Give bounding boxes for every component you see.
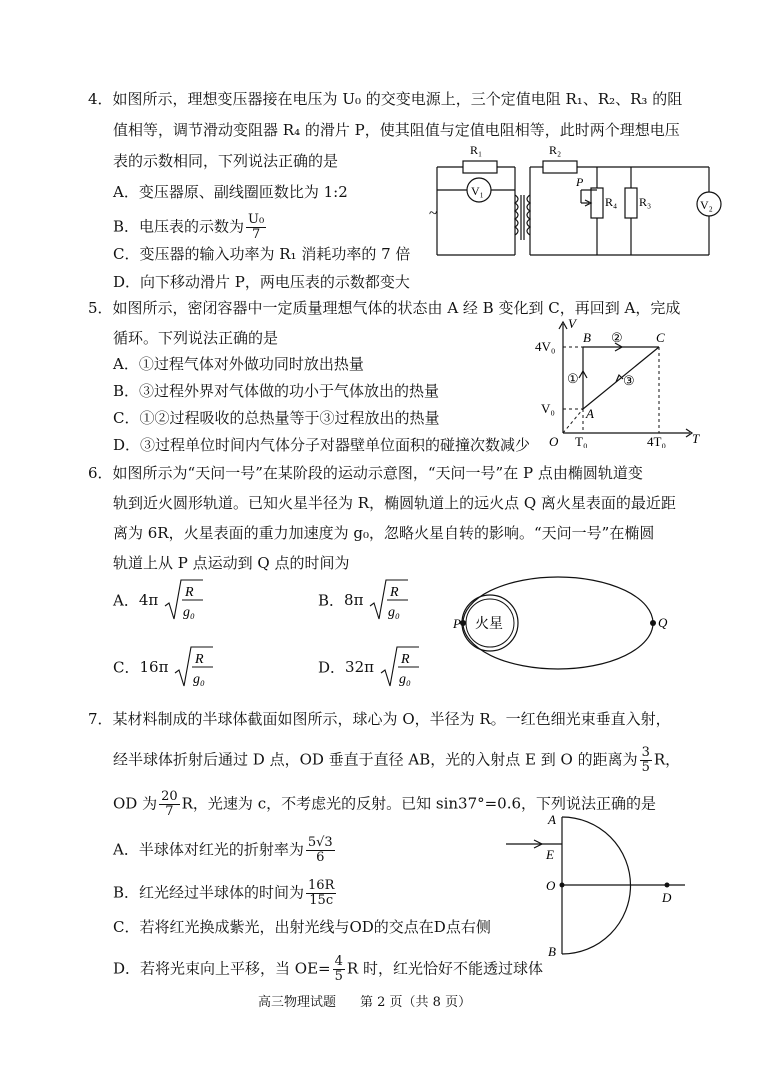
svg-text:火星: 火星 (475, 617, 503, 632)
q7-option-a: A．半球体对红光的折射率为 $\frac{5√3}{6}$ (113, 835, 333, 865)
svg-text:V₀: V₀ (541, 401, 555, 416)
q4-option-b: B．电压表的示数为 $\frac{\text{U₀}}{7}$ (113, 212, 265, 242)
q7-option-d: D．若将光束向上平移，当 OE= $\frac{4}{5}$ R 时，红光恰好不能透过球体 (113, 954, 543, 984)
q4-stem-line1: 4．如图所示，理想变压器接在电压为 U₀ 的交变电源上，三个定值电阻 R₁、R₂、R₃ 的阻 (88, 90, 683, 108)
svg-text:4T₀: 4T₀ (647, 434, 666, 448)
q7-hemisphere-diagram (500, 812, 700, 962)
page-footer-number: 第 2 页（共 8 页） (360, 995, 472, 1010)
ac-source-icon: ~ (429, 206, 438, 222)
q4-option-a: A．变压器原、副线圈匝数比为 1:2 (113, 183, 348, 201)
svg-text:D: D (662, 890, 672, 905)
svg-text:③: ③ (623, 373, 635, 388)
svg-text:E: E (546, 847, 554, 862)
svg-text:R₂: R₂ (549, 143, 562, 157)
q6-stem-line1: 6．如图所示为“天问一号”在某阶段的运动示意图，“天问一号”在 P 点由椭圆轨道变 (88, 464, 643, 482)
svg-text:V₁: V₁ (471, 184, 484, 198)
q6-stem-line2: 轨到近火圆形轨道。已知火星半径为 R，椭圆轨道上的远火点 Q 离火星表面的最近距 (113, 494, 676, 512)
q4-stem-line2: 值相等，调节滑动变阻器 R₄ 的滑片 P，使其阻值与定值电阻相等，此时两个理想电压 (113, 121, 680, 139)
q4-option-c: C．变压器的输入功率为 R₁ 消耗功率的 7 倍 (113, 245, 411, 263)
svg-text:g₀: g₀ (398, 672, 411, 687)
q6-option-c: C．16π R g₀ (113, 645, 215, 689)
q5-option-a: A．①过程气体对外做功同时放出热量 (113, 355, 364, 373)
svg-text:C: C (656, 330, 665, 345)
q6-orbit-diagram (450, 575, 680, 675)
q6-stem-line4: 轨道上从 P 点运动到 Q 点的时间为 (113, 554, 350, 572)
svg-text:P: P (453, 616, 461, 631)
q7-option-c: C．若将红光换成紫光，出射光线与OD的交点在D点右侧 (113, 918, 491, 936)
svg-text:g₀: g₀ (388, 605, 401, 620)
svg-text:A: A (548, 812, 556, 827)
svg-text:①: ① (567, 371, 579, 386)
svg-text:O: O (549, 434, 559, 448)
svg-text:R₁: R₁ (470, 143, 483, 157)
svg-text:R₃: R₃ (639, 195, 652, 209)
q6-stem-line3: 离为 6R，火星表面的重力加速度为 g₀，忽略火星自转的影响。“天问一号”在椭圆 (113, 524, 655, 542)
svg-text:4V₀: 4V₀ (535, 339, 556, 354)
svg-text:T₀: T₀ (575, 434, 588, 448)
svg-text:R: R (185, 585, 194, 600)
svg-text:V: V (568, 318, 576, 331)
q6-option-a: A．4π R g₀ (113, 578, 205, 622)
svg-text:A: A (586, 406, 594, 421)
q5-option-b: B．③过程外界对气体做的功小于气体放出的热量 (113, 382, 440, 400)
svg-text:R₄: R₄ (605, 195, 618, 209)
svg-text:Q: Q (658, 615, 668, 630)
q7-stem-line1: 7．某材料制成的半球体截面如图所示，球心为 O，半径为 R。一红色细光束垂直入射， (88, 710, 671, 728)
q5-stem-line1: 5．如图所示，密闭容器中一定质量理想气体的状态由 A 经 B 变化到 C，再回到 A，完成 (88, 299, 681, 317)
svg-text:g₀: g₀ (183, 605, 195, 620)
q7-stem-line3: OD 为 $\frac{20}{7}$ R，光速为 c，不考虑光的反射。已知 sin37°=0.6，下列说法正确的是 (113, 789, 657, 819)
svg-text:②: ② (611, 330, 623, 345)
q4-option-d: D．向下移动滑片 P，两电压表的示数都变大 (113, 273, 410, 291)
svg-text:R: R (400, 652, 410, 667)
q7-stem-line2: 经半球体折射后通过 D 点，OD 垂直于直径 AB，光的入射点 E 到 O 的距离为 $\frac{3}{5}$ R， (113, 745, 681, 775)
svg-text:R: R (195, 652, 204, 667)
svg-text:T: T (692, 431, 700, 446)
svg-text:g₀: g₀ (193, 672, 206, 687)
q5-option-c: C．①②过程吸收的总热量等于③过程放出的热量 (113, 409, 440, 427)
svg-text:B: B (548, 944, 556, 959)
q6-option-d: D．32π R g₀ (318, 645, 421, 689)
q5-vt-graph (535, 318, 705, 448)
q5-stem-line2: 循环。下列说法正确的是 (113, 329, 279, 347)
q7-option-b: B．红光经过半球体的时间为 $\frac{16R}{15c}$ (113, 878, 335, 908)
svg-text:R: R (390, 585, 399, 600)
svg-text:V₂: V₂ (700, 198, 713, 212)
q4-circuit-diagram (425, 140, 725, 260)
svg-text:B: B (583, 330, 591, 345)
svg-text:O: O (546, 878, 556, 893)
page-footer-title: 高三物理试题 (258, 995, 337, 1010)
q6-option-b: B．8π R g₀ (318, 578, 410, 622)
q5-option-d: D．③过程单位时间内气体分子对器壁单位面积的碰撞次数减少 (113, 436, 531, 454)
q4-stem-line3: 表的示数相同，下列说法正确的是 (113, 152, 339, 170)
svg-text:P: P (576, 175, 584, 189)
